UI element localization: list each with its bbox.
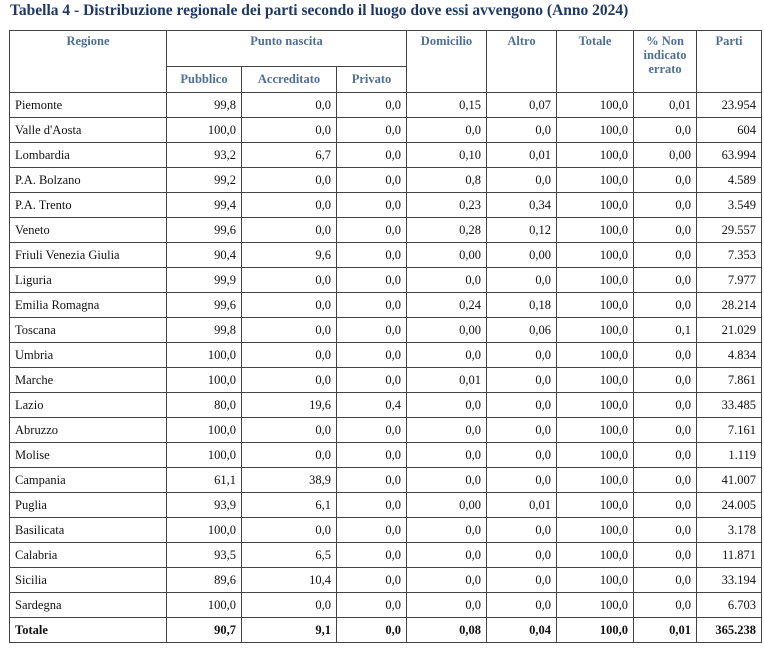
cell-accreditato: 9,6 bbox=[242, 243, 337, 268]
table-row bbox=[10, 293, 762, 318]
cell-pubblico: 99,8 bbox=[167, 93, 242, 118]
cell-domicilio: 0,08 bbox=[407, 618, 487, 643]
cell-altro: 0,0 bbox=[487, 443, 557, 468]
cell-privato: 0,0 bbox=[337, 518, 407, 543]
table-row bbox=[10, 93, 762, 118]
cell-parti: 1.119 bbox=[697, 443, 762, 468]
cell-accreditato: 6,7 bbox=[242, 143, 337, 168]
cell-domicilio: 0,0 bbox=[407, 343, 487, 368]
cell-parti: 7.861 bbox=[697, 368, 762, 393]
cell-domicilio: 0,0 bbox=[407, 568, 487, 593]
table-row bbox=[10, 368, 762, 393]
cell-totale: 100,0 bbox=[557, 318, 634, 343]
cell-pubblico: 93,2 bbox=[167, 143, 242, 168]
cell-totale: 100,0 bbox=[557, 243, 634, 268]
cell-regione: Sicilia bbox=[10, 568, 167, 593]
cell-altro: 0,0 bbox=[487, 393, 557, 418]
cell-totale: 100,0 bbox=[557, 518, 634, 543]
cell-parti: 6.703 bbox=[697, 593, 762, 618]
cell-regione: Veneto bbox=[10, 218, 167, 243]
cell-accreditato: 38,9 bbox=[242, 468, 337, 493]
cell-parti: 7.161 bbox=[697, 418, 762, 443]
cell-altro: 0,06 bbox=[487, 318, 557, 343]
cell-regione: Friuli Venezia Giulia bbox=[10, 243, 167, 268]
cell-domicilio: 0,28 bbox=[407, 218, 487, 243]
cell-regione: Liguria bbox=[10, 268, 167, 293]
cell-pubblico: 80,0 bbox=[167, 393, 242, 418]
cell-non-indicato: 0,0 bbox=[634, 193, 697, 218]
cell-pubblico: 99,6 bbox=[167, 293, 242, 318]
cell-domicilio: 0,0 bbox=[407, 468, 487, 493]
cell-privato: 0,0 bbox=[337, 418, 407, 443]
cell-altro: 0,12 bbox=[487, 218, 557, 243]
table-row bbox=[10, 268, 762, 293]
cell-non-indicato: 0,0 bbox=[634, 543, 697, 568]
cell-privato: 0,0 bbox=[337, 618, 407, 643]
table-row bbox=[10, 143, 762, 168]
cell-altro: 0,0 bbox=[487, 418, 557, 443]
cell-accreditato: 10,4 bbox=[242, 568, 337, 593]
cell-totale: 100,0 bbox=[557, 93, 634, 118]
cell-parti: 63.994 bbox=[697, 143, 762, 168]
cell-pubblico: 93,5 bbox=[167, 543, 242, 568]
cell-altro: 0,0 bbox=[487, 543, 557, 568]
cell-privato: 0,0 bbox=[337, 468, 407, 493]
cell-accreditato: 0,0 bbox=[242, 118, 337, 143]
cell-accreditato: 0,0 bbox=[242, 293, 337, 318]
cell-accreditato: 6,1 bbox=[242, 493, 337, 518]
cell-altro: 0,34 bbox=[487, 193, 557, 218]
header-totale: Totale bbox=[557, 31, 634, 93]
cell-domicilio: 0,00 bbox=[407, 243, 487, 268]
cell-regione: Marche bbox=[10, 368, 167, 393]
table-row bbox=[10, 193, 762, 218]
cell-pubblico: 61,1 bbox=[167, 468, 242, 493]
cell-parti: 33.194 bbox=[697, 568, 762, 593]
cell-altro: 0,0 bbox=[487, 568, 557, 593]
cell-pubblico: 100,0 bbox=[167, 443, 242, 468]
cell-altro: 0,18 bbox=[487, 293, 557, 318]
cell-domicilio: 0,00 bbox=[407, 318, 487, 343]
cell-regione: Lombardia bbox=[10, 143, 167, 168]
cell-altro: 0,00 bbox=[487, 243, 557, 268]
cell-pubblico: 100,0 bbox=[167, 593, 242, 618]
cell-regione: Valle d'Aosta bbox=[10, 118, 167, 143]
cell-regione: Molise bbox=[10, 443, 167, 468]
cell-accreditato: 6,5 bbox=[242, 543, 337, 568]
cell-domicilio: 0,10 bbox=[407, 143, 487, 168]
cell-regione: Abruzzo bbox=[10, 418, 167, 443]
cell-regione: P.A. Trento bbox=[10, 193, 167, 218]
cell-privato: 0,0 bbox=[337, 268, 407, 293]
cell-pubblico: 99,4 bbox=[167, 193, 242, 218]
cell-accreditato: 0,0 bbox=[242, 418, 337, 443]
cell-totale: 100,0 bbox=[557, 418, 634, 443]
cell-altro: 0,0 bbox=[487, 118, 557, 143]
total-row bbox=[10, 618, 762, 643]
cell-privato: 0,0 bbox=[337, 493, 407, 518]
table-row bbox=[10, 593, 762, 618]
cell-parti: 24.005 bbox=[697, 493, 762, 518]
cell-privato: 0,0 bbox=[337, 368, 407, 393]
cell-pubblico: 90,4 bbox=[167, 243, 242, 268]
cell-privato: 0,4 bbox=[337, 393, 407, 418]
table-row bbox=[10, 393, 762, 418]
table-row bbox=[10, 543, 762, 568]
cell-parti: 4.589 bbox=[697, 168, 762, 193]
cell-pubblico: 90,7 bbox=[167, 618, 242, 643]
cell-parti: 604 bbox=[697, 118, 762, 143]
cell-altro: 0,0 bbox=[487, 593, 557, 618]
cell-accreditato: 0,0 bbox=[242, 593, 337, 618]
cell-parti: 4.834 bbox=[697, 343, 762, 368]
cell-altro: 0,0 bbox=[487, 368, 557, 393]
cell-regione: Sardegna bbox=[10, 593, 167, 618]
table-row bbox=[10, 243, 762, 268]
cell-altro: 0,0 bbox=[487, 168, 557, 193]
cell-privato: 0,0 bbox=[337, 293, 407, 318]
cell-non-indicato: 0,00 bbox=[634, 143, 697, 168]
cell-domicilio: 0,0 bbox=[407, 593, 487, 618]
cell-non-indicato: 0,0 bbox=[634, 593, 697, 618]
cell-accreditato: 0,0 bbox=[242, 93, 337, 118]
cell-domicilio: 0,0 bbox=[407, 118, 487, 143]
cell-parti: 41.007 bbox=[697, 468, 762, 493]
cell-non-indicato: 0,0 bbox=[634, 443, 697, 468]
table-row bbox=[10, 168, 762, 193]
cell-regione: Umbria bbox=[10, 343, 167, 368]
cell-non-indicato: 0,0 bbox=[634, 518, 697, 543]
header-accreditato: Accreditato bbox=[242, 67, 337, 93]
cell-regione: Piemonte bbox=[10, 93, 167, 118]
cell-non-indicato: 0,0 bbox=[634, 468, 697, 493]
cell-totale: 100,0 bbox=[557, 343, 634, 368]
header-altro: Altro bbox=[487, 31, 557, 93]
cell-totale: 100,0 bbox=[557, 218, 634, 243]
cell-regione: Puglia bbox=[10, 493, 167, 518]
cell-parti: 29.557 bbox=[697, 218, 762, 243]
cell-domicilio: 0,15 bbox=[407, 93, 487, 118]
cell-totale: 100,0 bbox=[557, 368, 634, 393]
cell-altro: 0,04 bbox=[487, 618, 557, 643]
cell-non-indicato: 0,1 bbox=[634, 318, 697, 343]
cell-non-indicato: 0,0 bbox=[634, 393, 697, 418]
table-row bbox=[10, 418, 762, 443]
cell-totale: 100,0 bbox=[557, 493, 634, 518]
cell-totale: 100,0 bbox=[557, 168, 634, 193]
cell-regione: Toscana bbox=[10, 318, 167, 343]
header-domicilio: Domicilio bbox=[407, 31, 487, 93]
cell-domicilio: 0,00 bbox=[407, 493, 487, 518]
cell-parti: 3.549 bbox=[697, 193, 762, 218]
cell-privato: 0,0 bbox=[337, 218, 407, 243]
cell-accreditato: 0,0 bbox=[242, 268, 337, 293]
cell-pubblico: 100,0 bbox=[167, 343, 242, 368]
cell-pubblico: 99,2 bbox=[167, 168, 242, 193]
cell-domicilio: 0,0 bbox=[407, 268, 487, 293]
cell-accreditato: 0,0 bbox=[242, 218, 337, 243]
header-privato: Privato bbox=[337, 67, 407, 93]
cell-totale: 100,0 bbox=[557, 293, 634, 318]
cell-pubblico: 99,8 bbox=[167, 318, 242, 343]
cell-parti: 23.954 bbox=[697, 93, 762, 118]
cell-domicilio: 0,0 bbox=[407, 543, 487, 568]
cell-domicilio: 0,8 bbox=[407, 168, 487, 193]
cell-parti: 7.353 bbox=[697, 243, 762, 268]
cell-domicilio: 0,0 bbox=[407, 418, 487, 443]
cell-accreditato: 9,1 bbox=[242, 618, 337, 643]
cell-privato: 0,0 bbox=[337, 118, 407, 143]
cell-non-indicato: 0,0 bbox=[634, 493, 697, 518]
cell-non-indicato: 0,0 bbox=[634, 343, 697, 368]
cell-domicilio: 0,23 bbox=[407, 193, 487, 218]
table-row bbox=[10, 493, 762, 518]
cell-accreditato: 0,0 bbox=[242, 168, 337, 193]
header-non-indicato: % Non indicato errato bbox=[634, 31, 697, 93]
cell-domicilio: 0,0 bbox=[407, 443, 487, 468]
cell-privato: 0,0 bbox=[337, 93, 407, 118]
cell-privato: 0,0 bbox=[337, 343, 407, 368]
cell-altro: 0,0 bbox=[487, 518, 557, 543]
cell-totale: 100,0 bbox=[557, 543, 634, 568]
cell-pubblico: 99,6 bbox=[167, 218, 242, 243]
cell-privato: 0,0 bbox=[337, 318, 407, 343]
cell-altro: 0,0 bbox=[487, 468, 557, 493]
cell-non-indicato: 0,01 bbox=[634, 618, 697, 643]
cell-non-indicato: 0,0 bbox=[634, 218, 697, 243]
cell-totale: 100,0 bbox=[557, 268, 634, 293]
header-regione: Regione bbox=[10, 31, 167, 93]
cell-totale: 100,0 bbox=[557, 193, 634, 218]
cell-privato: 0,0 bbox=[337, 243, 407, 268]
cell-non-indicato: 0,0 bbox=[634, 118, 697, 143]
header-punto-nascita: Punto nascita bbox=[167, 31, 407, 67]
cell-domicilio: 0,01 bbox=[407, 368, 487, 393]
cell-accreditato: 19,6 bbox=[242, 393, 337, 418]
cell-regione: Campania bbox=[10, 468, 167, 493]
table-body bbox=[10, 93, 762, 643]
regional-births-table bbox=[9, 30, 762, 643]
cell-pubblico: 100,0 bbox=[167, 418, 242, 443]
cell-parti: 365.238 bbox=[697, 618, 762, 643]
table-title: Tabella 4 - Distribuzione regionale dei parti secondo il luogo dove essi avvengono (Anno 2024) bbox=[10, 2, 629, 19]
cell-privato: 0,0 bbox=[337, 568, 407, 593]
cell-privato: 0,0 bbox=[337, 443, 407, 468]
cell-parti: 3.178 bbox=[697, 518, 762, 543]
cell-altro: 0,0 bbox=[487, 268, 557, 293]
cell-parti: 11.871 bbox=[697, 543, 762, 568]
cell-accreditato: 0,0 bbox=[242, 193, 337, 218]
cell-totale: 100,0 bbox=[557, 593, 634, 618]
cell-parti: 7.977 bbox=[697, 268, 762, 293]
table-row bbox=[10, 318, 762, 343]
header-pubblico: Pubblico bbox=[167, 67, 242, 93]
cell-domicilio: 0,0 bbox=[407, 518, 487, 543]
cell-regione: P.A. Bolzano bbox=[10, 168, 167, 193]
cell-non-indicato: 0,0 bbox=[634, 293, 697, 318]
table-row bbox=[10, 343, 762, 368]
cell-pubblico: 99,9 bbox=[167, 268, 242, 293]
cell-privato: 0,0 bbox=[337, 543, 407, 568]
cell-accreditato: 0,0 bbox=[242, 368, 337, 393]
cell-totale: 100,0 bbox=[557, 468, 634, 493]
cell-regione: Basilicata bbox=[10, 518, 167, 543]
cell-regione: Lazio bbox=[10, 393, 167, 418]
table-row bbox=[10, 218, 762, 243]
cell-totale: 100,0 bbox=[557, 118, 634, 143]
cell-totale: 100,0 bbox=[557, 143, 634, 168]
cell-parti: 28.214 bbox=[697, 293, 762, 318]
cell-totale: 100,0 bbox=[557, 618, 634, 643]
cell-altro: 0,07 bbox=[487, 93, 557, 118]
table-row bbox=[10, 568, 762, 593]
table-row bbox=[10, 468, 762, 493]
cell-non-indicato: 0,0 bbox=[634, 243, 697, 268]
cell-non-indicato: 0,0 bbox=[634, 268, 697, 293]
cell-privato: 0,0 bbox=[337, 193, 407, 218]
table-row bbox=[10, 118, 762, 143]
cell-pubblico: 89,6 bbox=[167, 568, 242, 593]
cell-non-indicato: 0,01 bbox=[634, 93, 697, 118]
cell-non-indicato: 0,0 bbox=[634, 418, 697, 443]
table-row bbox=[10, 518, 762, 543]
cell-domicilio: 0,0 bbox=[407, 393, 487, 418]
cell-totale: 100,0 bbox=[557, 393, 634, 418]
cell-accreditato: 0,0 bbox=[242, 518, 337, 543]
cell-altro: 0,01 bbox=[487, 493, 557, 518]
cell-accreditato: 0,0 bbox=[242, 443, 337, 468]
cell-privato: 0,0 bbox=[337, 168, 407, 193]
cell-pubblico: 100,0 bbox=[167, 518, 242, 543]
cell-parti: 33.485 bbox=[697, 393, 762, 418]
cell-pubblico: 93,9 bbox=[167, 493, 242, 518]
cell-privato: 0,0 bbox=[337, 143, 407, 168]
cell-parti: 21.029 bbox=[697, 318, 762, 343]
cell-non-indicato: 0,0 bbox=[634, 168, 697, 193]
cell-totale: 100,0 bbox=[557, 568, 634, 593]
cell-altro: 0,0 bbox=[487, 343, 557, 368]
cell-regione: Calabria bbox=[10, 543, 167, 568]
cell-regione: Emilia Romagna bbox=[10, 293, 167, 318]
cell-regione: Totale bbox=[10, 618, 167, 643]
header-parti: Parti bbox=[697, 31, 762, 93]
cell-totale: 100,0 bbox=[557, 443, 634, 468]
cell-altro: 0,01 bbox=[487, 143, 557, 168]
cell-accreditato: 0,0 bbox=[242, 343, 337, 368]
cell-pubblico: 100,0 bbox=[167, 368, 242, 393]
cell-privato: 0,0 bbox=[337, 593, 407, 618]
cell-domicilio: 0,24 bbox=[407, 293, 487, 318]
cell-accreditato: 0,0 bbox=[242, 318, 337, 343]
cell-pubblico: 100,0 bbox=[167, 118, 242, 143]
cell-non-indicato: 0,0 bbox=[634, 568, 697, 593]
table-row bbox=[10, 443, 762, 468]
cell-non-indicato: 0,0 bbox=[634, 368, 697, 393]
